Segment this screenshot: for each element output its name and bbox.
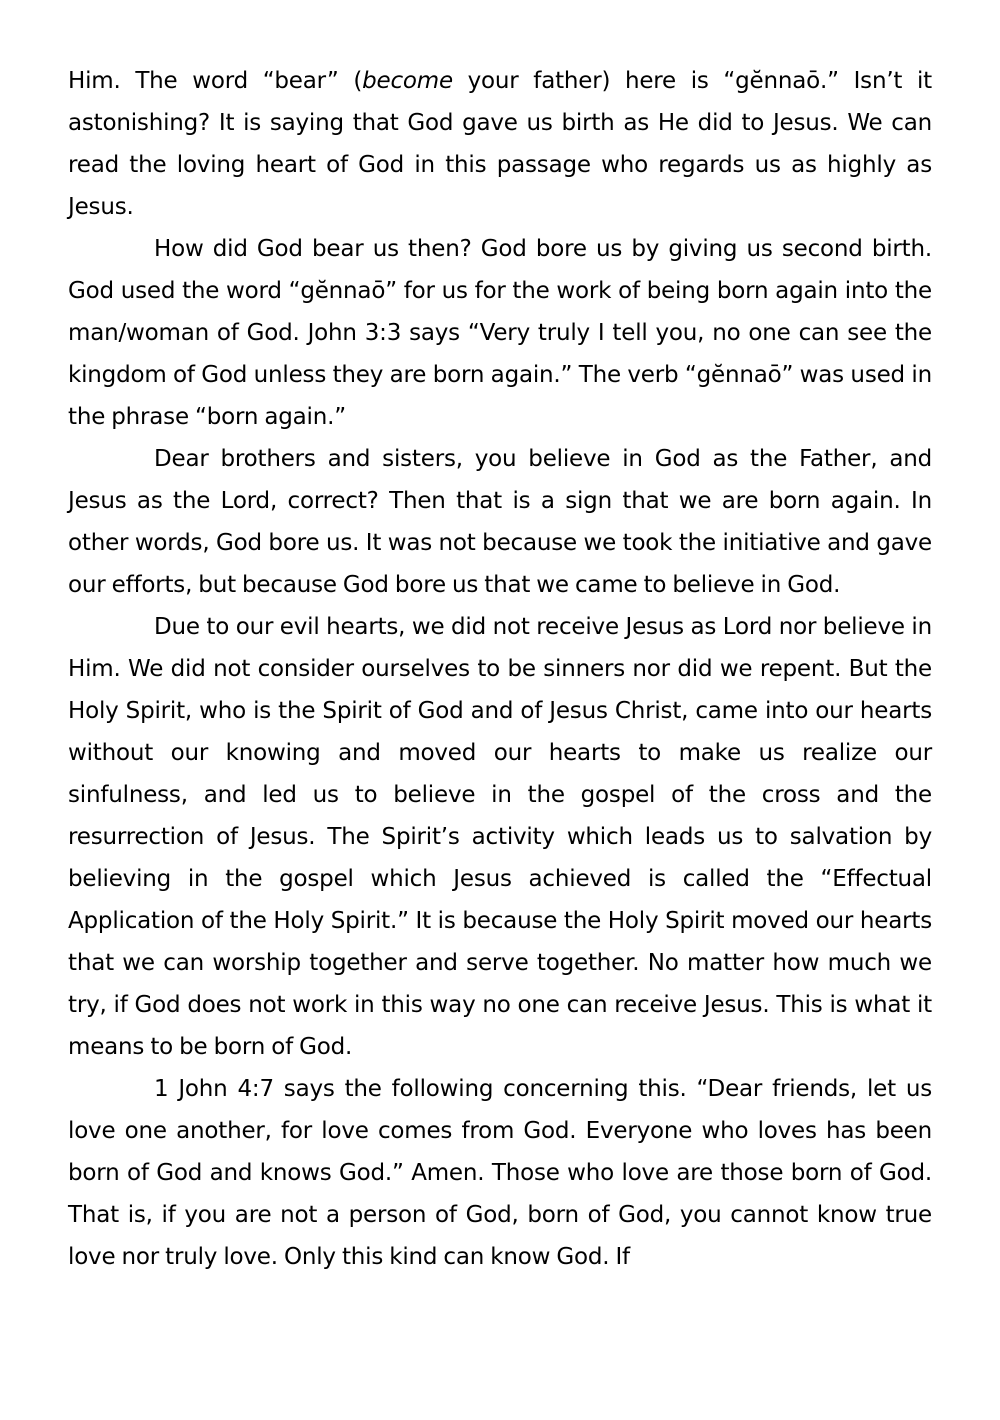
- paragraph-1-text-a: Him. The word “bear” (: [68, 68, 363, 94]
- paragraph-3: [68, 438, 932, 606]
- paragraph-4: [68, 606, 932, 1068]
- paragraph-2: [68, 228, 932, 438]
- paragraph-1-text-b: your father) here is “gĕnnaō.” Isn’t it astonishing? It is saying that God gave us birth as He did to Jesus. We can read the loving heart of God in this passage who regards us as highly as Jesus.: [68, 68, 932, 220]
- paragraph-3-text: Dear brothers and sisters, you believe in God as the Father, and Jesus as the Lord, correct? Then that is a sign that we are born again. In other words, God bore us. It was not because we took the initiative and gave our efforts, but because God bore us that we came to believe in God.: [68, 446, 932, 598]
- paragraph-5-text: 1 John 4:7 says the following concerning this. “Dear friends, let us love one another, for love comes from God. Everyone who loves has been born of God and knows God.” Amen. Those who love are those born of God. That is, if you are not a person of God, born of God, you cannot know true love nor truly love. Only this kind can know God. If: [68, 1076, 932, 1270]
- document-page: [68, 60, 932, 1278]
- paragraph-1: [68, 60, 932, 228]
- paragraph-2-text: How did God bear us then? God bore us by giving us second birth. God used the word “gĕnnaō” for us for the work of being born again into the man/woman of God. John 3:3 says “Very truly I tell you, no one can see the kingdom of God unless they are born again.” The verb “gĕnnaō” was used in the phrase “born again.”: [68, 236, 932, 430]
- paragraph-4-text: Due to our evil hearts, we did not receive Jesus as Lord nor believe in Him. We did not consider ourselves to be sinners nor did we repent. But the Holy Spirit, who is the Spirit of God and of Jesus Christ, came into our hearts without our knowing and moved our hearts to make us realize our sinfulness, and led us to believe in the gospel of the cross and the resurrection of Jesus. The Spirit’s activity which leads us to salvation by believing in the gospel which Jesus achieved is called the “Effectual Application of the Holy Spirit.” It is because the Holy Spirit moved our hearts that we can worship together and serve together. No matter how much we try, if God does not work in this way no one can receive Jesus. This is what it means to be born of God.: [68, 614, 932, 1060]
- paragraph-1-italic-word: become: [362, 68, 453, 94]
- paragraph-5: [68, 1068, 932, 1278]
